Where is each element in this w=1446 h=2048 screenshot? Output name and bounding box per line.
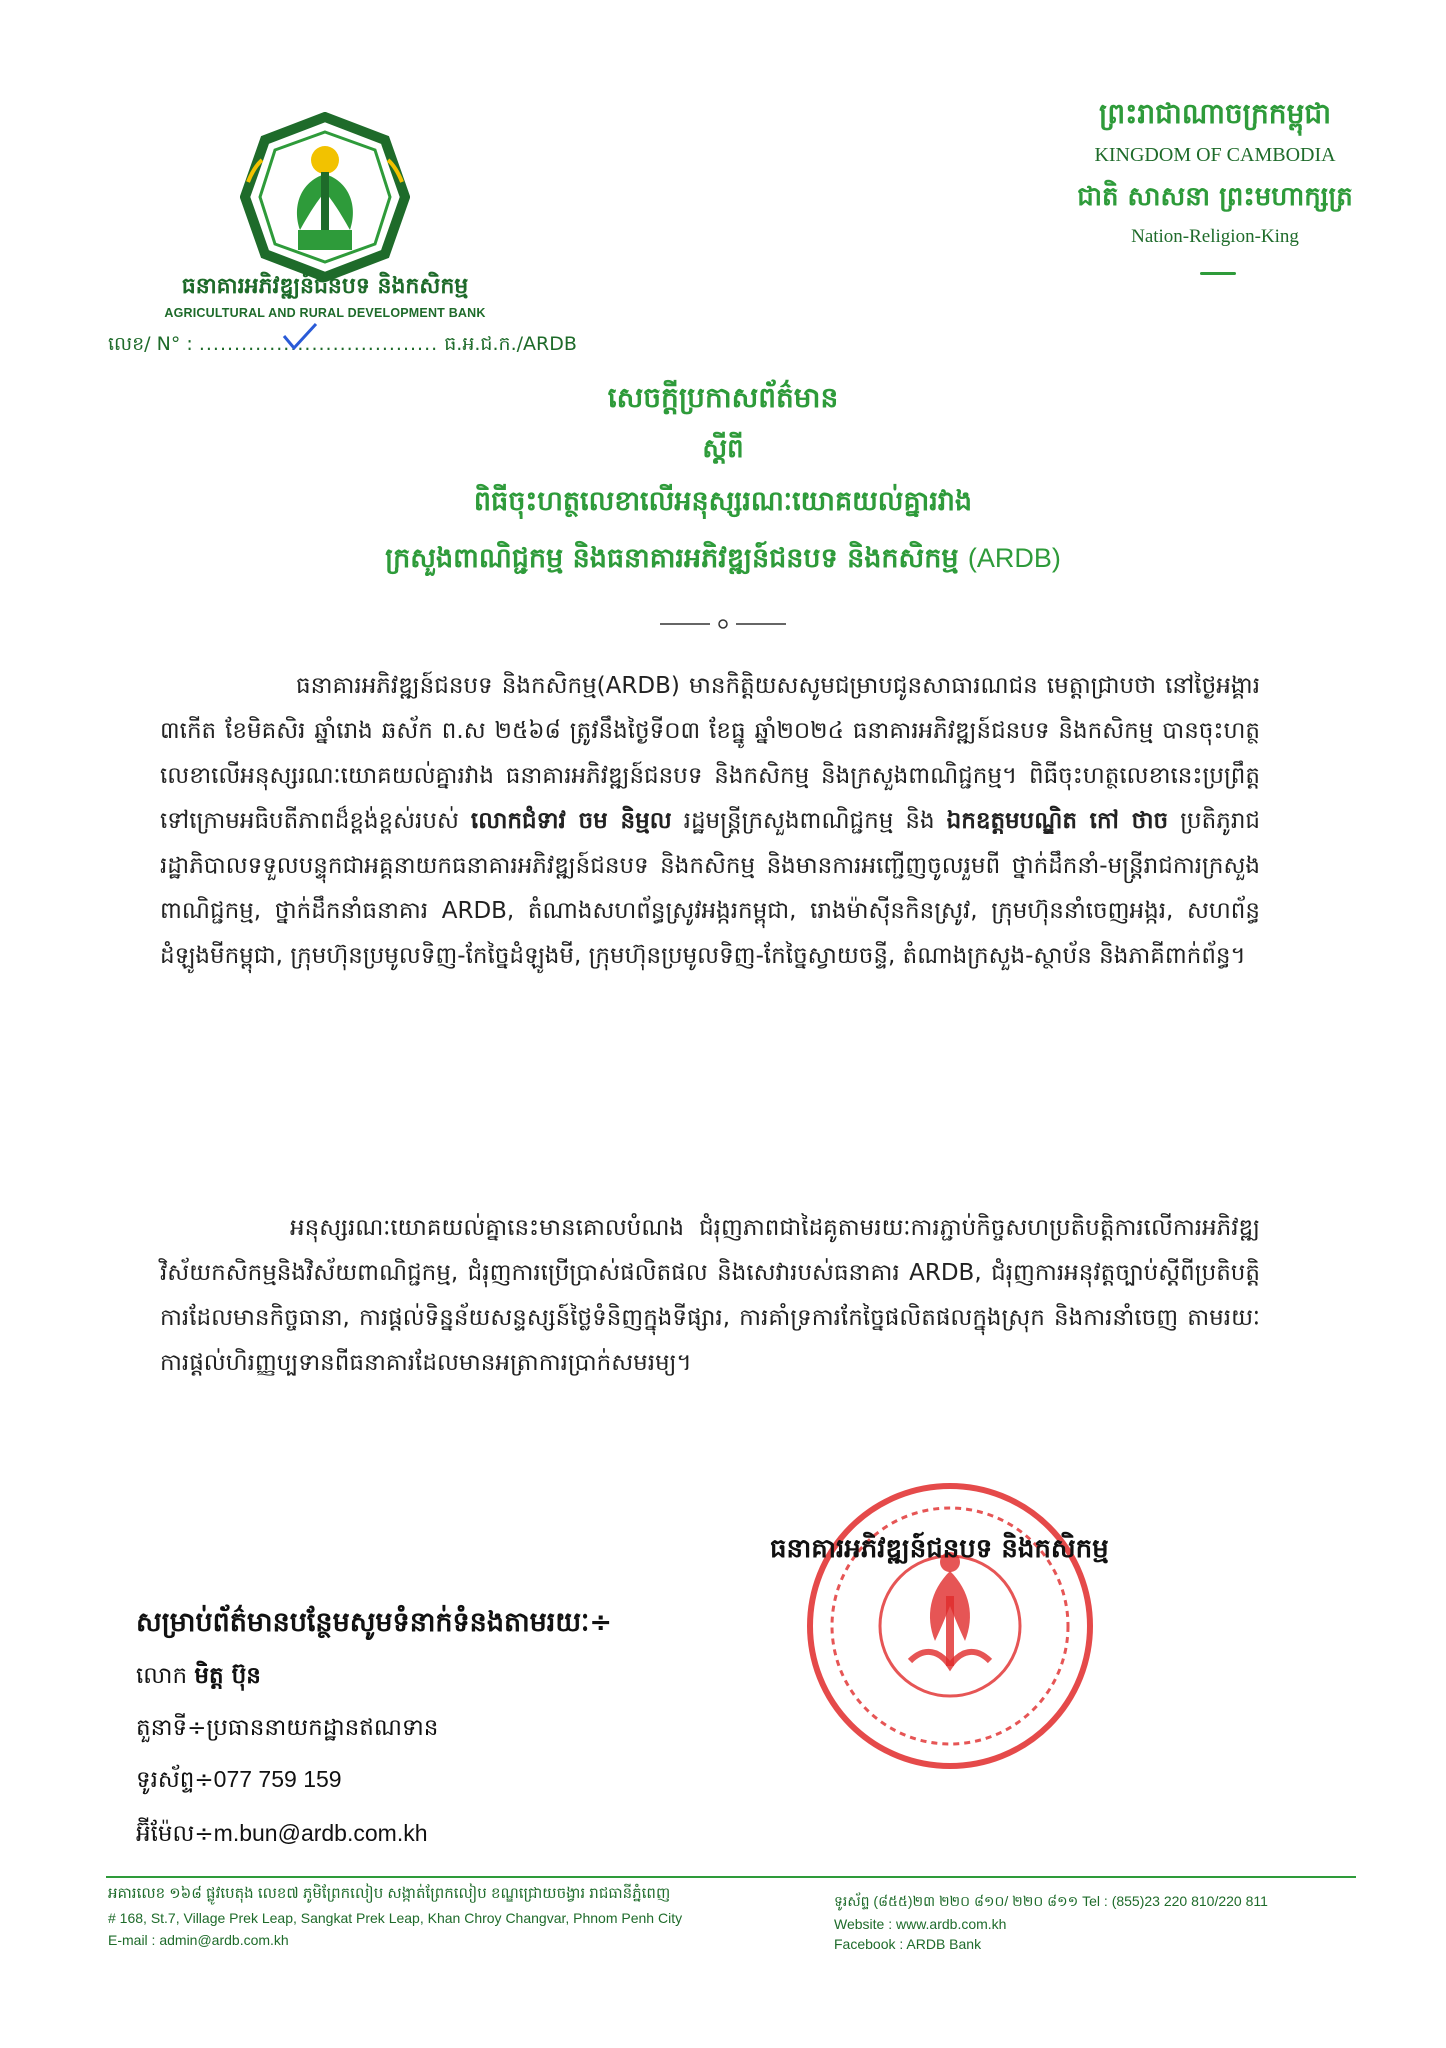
footer-divider	[106, 1876, 1356, 1878]
title-line-3: ពិធីចុះហត្ថលេខាលើអនុស្សរណៈយោគយល់គ្នារវាង	[473, 486, 973, 517]
title-line-1: សេចក្ដីប្រកាសព័ត៌មាន	[607, 381, 839, 414]
p1-part-a: ធនាគារអភិវឌ្ឍន៍ជនបទ និងកសិកម្ម(ARDB) មានកិត្តិយសសូមជម្រាបជូនសាធារណជន មេត្តាជ្រាបថា នៅថ្ងៃអង្គារ ៣កើត ខែមិគសិរ ឆ្នាំរោង ឆស័ក ព.ស ២៥៦៨ ត្រូវនឹងថ្ងៃទី០៣ ខែធ្នូ ឆ្នាំ២០២៤ ធនាគារអភិវឌ្ឍន៍ជនបទ និងកសិកម្ម បានចុះហត្ថលេខាលើអនុស្សរណៈយោគយល់គ្នារវាង ធនាគារអភិវឌ្ឍន៍ជនបទ និងកសិកម្ម និងក្រសួងពាណិជ្ជកម្ម។ ពិធីចុះហត្ថលេខានេះប្រព្រឹត្តទៅក្រោមអធិបតីភាពដ៏ខ្ពង់ខ្ពស់របស់	[160, 673, 1260, 834]
checkmark-icon	[282, 322, 318, 350]
official-seal-stamp	[800, 1476, 1100, 1776]
reference-number-line	[108, 332, 577, 360]
footer-address-en: # 168, St.7, Village Prek Leap, Sangkat Prek Leap, Khan Chroy Changvar, Phnom Penh City	[108, 1910, 683, 1926]
body-paragraph-1	[160, 664, 1260, 979]
bank-name-en: AGRICULTURAL AND RURAL DEVELOPMENT BANK	[164, 306, 486, 320]
contact-role: តួនាទី÷ប្រធាននាយកដ្ឋានឥណទាន	[136, 1715, 439, 1741]
signature-bank-name: ធនាគារអភិវឌ្ឍន៍ជនបទ និងកសិកម្ម	[770, 1534, 1109, 1564]
contact-email-line	[136, 1820, 428, 1853]
title-line-4	[180, 530, 1266, 586]
contact-phone: 077 759 159	[213, 1766, 342, 1792]
contact-email-label: អ៊ីម៉ែល÷	[136, 1821, 214, 1847]
ardb-logo	[240, 112, 410, 282]
kingdom-en: KINGDOM OF CAMBODIA	[1094, 144, 1336, 166]
kingdom-kh: ព្រះរាជាណាចក្រកម្ពុជា	[1098, 97, 1331, 130]
contact-email: m.bun@ardb.com.kh	[213, 1820, 428, 1846]
motto-kh: ជាតិ សាសនា ព្រះមហាក្សត្រ	[1077, 182, 1353, 212]
footer-facebook: Facebook : ARDB Bank	[834, 1936, 982, 1952]
title-line-4-kh: ក្រសួងពាណិជ្ជកម្ម និងធនាគារអភិវឌ្ឍន៍ជនបទ និងកសិកម្ម	[385, 543, 959, 574]
contact-heading: សម្រាប់ព័ត៌មានបន្ថែមសូមទំនាក់ទំនងតាមរយៈ÷	[136, 1607, 612, 1638]
p1-ceo-name: ឯកឧត្តមបណ្ឌិត កៅ ថាច	[946, 808, 1169, 834]
p1-part-e: ប្រតិភូរាជរដ្ឋាភិបាលទទួលបន្ទុកជាអគ្គនាយកធនាគារអភិវឌ្ឍន៍ជនបទ និងកសិកម្ម និងមានការអញ្ជើញចូលរួមពី ថ្នាក់ដឹកនាំ-មន្ត្រីរាជការក្រសួងពាណិជ្ជកម្ម, ថ្នាក់ដឹកនាំធនាគារ ARDB, តំណាងសហព័ន្ធស្រូវអង្ករកម្ពុជា, រោងម៉ាស៊ីនកិនស្រូវ, ក្រុមហ៊ុននាំចេញអង្ករ, សហព័ន្ធដំឡូងមីកម្ពុជា, ក្រុមហ៊ុនប្រមូលទិញ-កែច្នៃដំឡូងមី, ក្រុមហ៊ុនប្រមូលទិញ-កែច្នៃស្វាយចន្ទី, តំណាងក្រសួង-ស្ថាប័ន និងភាគីពាក់ព័ន្ធ។	[160, 808, 1261, 969]
contact-phone-label: ទូរស័ព្ទ÷	[136, 1767, 214, 1793]
ref-label: លេខ/ N° :	[108, 333, 193, 355]
contact-name: មិត្ត ប៊ុន	[194, 1663, 261, 1689]
footer-telephone: ទូរស័ព្ទ (៨៥៥)២៣ ២២០ ៨១០/ ២២០ ៨១១ Tel : (855)23 220 810/220 811	[834, 1893, 1268, 1909]
motto-divider	[1200, 272, 1236, 275]
ornament-divider	[660, 618, 786, 630]
ref-suffix: ធ.អ.ជ.ក./ARDB	[444, 333, 577, 355]
footer-address-kh: អគារលេខ ១៦៨ ផ្លូវបេតុង លេខ៧ ភូមិព្រែកលៀប សង្កាត់ព្រែកលៀប ខណ្ឌជ្រោយចង្វារ រាជធានីភ្នំពេញ	[108, 1885, 671, 1902]
motto-en: Nation-Religion-King	[1131, 226, 1299, 247]
ref-dots-right: ...................	[304, 333, 439, 355]
p1-minister-name: លោកជំទាវ ចម និម្មល	[470, 808, 672, 834]
title-block	[180, 372, 1266, 586]
contact-name-line	[136, 1662, 261, 1695]
body-paragraph-2: អនុស្សរណៈយោគយល់គ្នានេះមានគោលបំណង ជំរុញភាពជាដៃគូតាមរយៈការភ្ជាប់កិច្ចសហប្រតិបត្តិការលើការអភិវឌ្ឍវិស័យកសិកម្មនិងវិស័យពាណិជ្ជកម្ម, ជំរុញការប្រើប្រាស់ផលិតផល និងសេវារបស់ធនាគារ ARDB, ជំរុញការអនុវត្តច្បាប់ស្ដីពីប្រតិបត្តិការដែលមានកិច្ចធានា, ការផ្ដល់ទិន្នន័យសន្ទស្សន៍ថ្លៃទំនិញក្នុងទីផ្សារ, ការគាំទ្រការកែច្នៃផលិតផលក្នុងស្រុក និងការនាំចេញ តាមរយៈការផ្ដល់ហិរញ្ញប្បទានពីធនាគារដែលមានអត្រាការប្រាក់សមរម្យ។	[160, 1215, 1260, 1376]
footer-website: Website : www.ardb.com.kh	[834, 1916, 1007, 1932]
ref-dots-left: ...............	[198, 333, 305, 355]
p1-part-c: រដ្ឋមន្ត្រីក្រសួងពាណិជ្ជកម្ម និង	[683, 808, 935, 834]
title-line-2: ស្ដីពី	[702, 434, 744, 464]
bank-name-kh: ធនាគារអភិវឌ្ឍន៍ជនបទ និងកសិកម្ម	[181, 274, 469, 299]
contact-name-prefix: លោក	[136, 1663, 188, 1689]
footer-email: E-mail : admin@ardb.com.kh	[108, 1932, 289, 1948]
title-line-4-en: (ARDB)	[967, 543, 1061, 573]
contact-phone-line	[136, 1766, 342, 1799]
